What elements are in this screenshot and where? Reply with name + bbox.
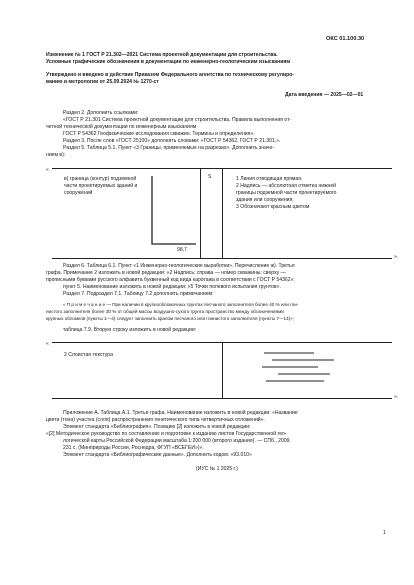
bibliography-line: 231 с. (Минприроды России, Роснедра, ФГУП «ВСЕГЕИ»)».: [63, 445, 204, 451]
body-line: Раздел 6. Таблица 6.1. Пункт «1 Инженерно-геологические выработки». Перечисление ж). Третья: [63, 263, 295, 269]
table-column-divider: [222, 342, 223, 398]
body-line: Элемент стандарта «Библиография». Позицию [2] изложить в новой редакции:: [63, 424, 251, 430]
table-bottom-rule: [52, 398, 392, 399]
body-line: Раздел 7. Подраздел 7.1. Таблицу 7.2 дополнить примечанием:: [63, 291, 214, 297]
approval-line-2: ванию и метрологии от 25.09.2024 № 1270-ст: [46, 79, 159, 85]
table-cell-name: 2 Слоистая текстура: [64, 352, 113, 358]
table-cell-name: части проектируемых зданий и: [64, 183, 138, 189]
table-column-divider: [222, 168, 223, 258]
table-cell-description: 2 Надпись — абсолютная отметка нижней: [236, 183, 337, 189]
body-line: цвета (тона) участка (слоя) распространения генетического типа четвертичных отложений».: [46, 417, 265, 423]
note-line: нистого заполнителя более 30 % от общей массы воздушно-сухого грунта пространство между обозначениями: [46, 309, 284, 314]
quote-open: «: [46, 167, 49, 173]
body-line: нием в):: [46, 152, 66, 158]
body-line: таблица 7.9. Вторую строку изложить в новой редакции:: [63, 327, 197, 333]
table-cell-description: здания или сооружения.: [236, 197, 294, 203]
body-line: графа. Примечание 2 изложить в новой редакции: «2 Надпись: справа — номер скважины; сверху —: [46, 270, 286, 276]
underground-boundary-symbol: [150, 172, 200, 256]
oks-code: ОКС 01.100.30: [326, 36, 365, 42]
table-bottom-rule: [52, 258, 392, 259]
body-line: Раздел 3. После слов «ГОСТ 25100» дополнить словами: «ГОСТ Р 54362, ГОСТ Р 21.301,».: [63, 138, 281, 144]
body-line: Раздел 5. Таблица 5.1. Пункт «3 Границы, применяемые на разрезах». Дополнить значе-: [63, 145, 274, 151]
body-line: Раздел 2. Дополнить ссылками:: [63, 110, 139, 116]
change-title-line-1: Изменение № 1 ГОСТ Р 21.302—2021 Система проектной документации для строительства.: [46, 52, 278, 58]
table-cell-mark: S: [208, 174, 212, 180]
body-line: пункт 5. Наименование изложить в новой редакции: «5 Точки полевого испытания грунтов».: [63, 284, 281, 290]
layered-texture-symbol: [258, 350, 340, 386]
table-cell-description: 3 Обозначают красным цветом: [236, 204, 310, 210]
body-line: прописными буквами русского алфавита буквенный код вида каротажа в соответствии с ГОСТ Р 54362»;: [46, 277, 295, 283]
table-cell-name: в) граница (контур) подземной: [64, 176, 137, 182]
body-line: Элемент стандарта «Библиографические данные». Дополнить кодом: «93.010»: [63, 452, 252, 458]
change-title-line-2: Условные графические обозначения в документации по инженерно-геологическим изысканиям: [46, 59, 291, 65]
bibliography-line: логической карты Российской Федерации масштаба 1:200 000 (второго издания). — СПб., 2009.: [63, 438, 291, 444]
quote-close: ».: [394, 254, 399, 260]
body-line: ГОСТ Р 54362 Геофизические исследования скважин. Термины и определения».: [63, 131, 255, 137]
note-line: крупных обломков (пункты 1—4) следует заполнить крапом песчаного или глинистого заполнителя (пункты 7—14)»;: [46, 316, 295, 321]
effective-date: Дата введения — 2025—02—01: [285, 92, 364, 98]
table-cell-name: сооружений: [64, 190, 93, 196]
ius-note: (ИУС № 1 2025 г.): [196, 466, 238, 472]
table-column-divider: [200, 168, 201, 258]
bibliography-line: «[2] Методическое руководство по составлению и подготовке к изданию листов Государственной гео-: [46, 431, 287, 437]
page-number: 1: [383, 530, 386, 536]
body-line: четной технической документации по инженерным изысканиям: [46, 124, 197, 130]
table-cell-description: 1 Линия отводящая прямая.: [236, 176, 303, 182]
table-cell-description: границы подземной части проектируемого: [236, 190, 337, 196]
note-line: « П р и м е ч а н и е — При наличии в крупнообломочных грунтах песчаного заполнителя более 40 % или гли-: [63, 302, 299, 307]
body-line: Приложение А. Таблица А.1. Третья графа. Наименование изложить в новой редакции: «Название: [63, 410, 298, 416]
quote-open: «: [46, 341, 49, 347]
approval-line-1: Утверждено и введено в действие Приказом Федерального агентства по техническому регулиро-: [46, 72, 295, 78]
quote-close: ».: [394, 394, 399, 400]
elevation-label: 98,7: [177, 247, 187, 253]
body-line: «ГОСТ Р 21.301 Система проектной документации для строительства. Правила выполнения от-: [63, 117, 292, 123]
